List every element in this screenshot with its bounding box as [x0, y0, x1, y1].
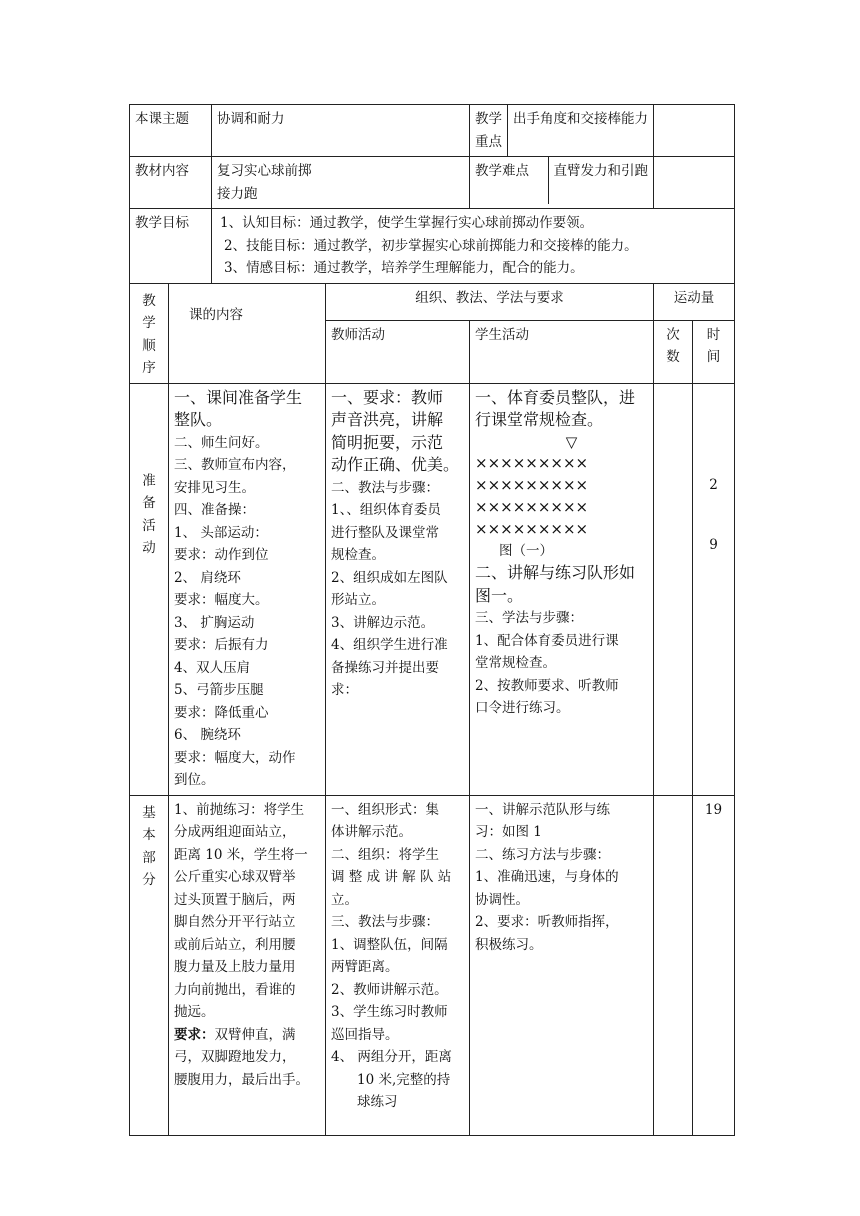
times-header: 次 数	[654, 320, 693, 383]
prep-content-line: 一、课间准备学生	[174, 387, 303, 407]
difficulty-cell-tail	[654, 157, 735, 209]
prep-teacher-line: 3、讲解边示范。	[331, 614, 435, 631]
focus-value: 出手角度和交接棒能力	[513, 111, 648, 127]
topic-label: 本课主题	[135, 111, 189, 127]
focus-label: 教学重点	[470, 105, 508, 156]
basic-teacher-line: 4、 两组分开，距离	[331, 1049, 452, 1065]
goals-label: 教学目标	[135, 215, 189, 231]
prep-content-line: 整队。	[174, 410, 223, 429]
prep-content-line: 5、弓箭步压腿	[174, 682, 264, 698]
basic-content-line: 公斤重实心球双臂举	[174, 869, 296, 885]
prep-teacher-line: 一、要求：教师	[331, 387, 444, 407]
prep-teacher-line: 简明扼要，示范	[331, 432, 444, 452]
prep-teacher-line: 声音洪亮，讲解	[331, 410, 444, 429]
prep-student-line: 三、学法与步骤：	[475, 610, 583, 626]
prep-content-line: 四、准备操：	[174, 502, 255, 518]
teacher-header: 教师活动	[326, 320, 470, 383]
prep-time-value: 9	[709, 537, 718, 553]
prep-section-name: 准 备 活 动	[130, 383, 169, 795]
prep-student-line: 图一。	[475, 585, 524, 605]
content-header: 课的内容	[169, 283, 326, 383]
prep-content-line: 1、 头部运动：	[174, 524, 268, 541]
basic-teacher-line: 立。	[331, 891, 358, 908]
basic-student-line: 习：如图 1	[475, 824, 542, 840]
prep-teacher-line: 二、教法与步骤：	[331, 479, 439, 496]
basic-teacher	[326, 795, 470, 1135]
material-line: 接力跑	[217, 185, 258, 202]
prep-student-line: 二、讲解与练习队形如	[475, 563, 636, 582]
order-header: 教 学 顺 序	[130, 283, 169, 383]
prep-teacher-line: 进行整队及课堂常	[331, 524, 439, 541]
basic-teacher-line: 10 米,完整的持	[357, 1071, 451, 1088]
basic-teacher-line: 二、组织：将学生	[331, 846, 439, 863]
prep-content-line: 要求：幅度大，动作	[174, 749, 296, 766]
prep-content-line: 6、 腕绕环	[174, 727, 241, 743]
basic-content-line: 分成两组迎面站立，	[174, 824, 296, 840]
prep-content-line: 3、 扩胸运动	[174, 614, 255, 631]
goals-label-cell	[130, 209, 212, 284]
material-line: 复习实心球前掷	[217, 163, 312, 179]
difficulty-value: 直臂发力和引跑	[553, 163, 648, 179]
prep-teacher-line: 备操练习并提出要	[331, 659, 439, 676]
basic-requirement-line: 弓，双脚蹬地发力，	[174, 1049, 296, 1065]
basic-content-line: 力向前抛出，看谁的	[174, 981, 296, 998]
prep-content	[169, 383, 326, 795]
basic-content-line: 过头顶置于脑后，两	[174, 891, 296, 908]
requirement-label: 要求：	[174, 1026, 215, 1043]
teacher-position-triangle-icon: ▽	[565, 432, 578, 451]
topic-label-cell	[130, 105, 212, 157]
prep-content-line: 三、教师宣布内容，	[174, 457, 296, 473]
formation-row: ×××××××××	[475, 519, 589, 538]
basic-teacher-line: 巡回指导。	[331, 1026, 399, 1043]
goals-cell	[212, 209, 735, 284]
duration-header: 时 间	[693, 320, 735, 383]
basic-student	[470, 795, 654, 1135]
formation-row: ×××××××××	[475, 453, 589, 472]
basic-teacher-line: 三、教法与步骤：	[331, 914, 439, 930]
prep-teacher-line: 2、组织成如左图队	[331, 569, 448, 586]
basic-teacher-line: 1、调整队伍，间隔	[331, 936, 448, 953]
prep-teacher-line: 1、、组织体育委员	[331, 502, 441, 518]
prep-teacher-line: 4、组织学生进行准	[331, 637, 448, 653]
prep-teacher-line: 动作正确、优美。	[331, 455, 460, 474]
prep-student-line: 堂常规检查。	[475, 655, 556, 671]
prep-time-value: 2	[709, 476, 718, 493]
prep-student-line: 一、体育委员整队，进	[475, 387, 636, 407]
figure-caption: 图（一）	[499, 542, 553, 559]
basic-student-line: 一、讲解示范队形与练	[475, 801, 610, 818]
basic-content	[169, 795, 326, 1135]
basic-content-line: 1、前抛练习：将学生	[174, 801, 305, 818]
formation-row: ×××××××××	[475, 475, 589, 494]
prep-content-line: 要求：后振有力	[174, 637, 269, 653]
goal-line: 3、情感目标：通过教学，培养学生理解能力，配合的能力。	[224, 260, 584, 276]
basic-content-line: 脚自然分开平行站立	[174, 914, 296, 930]
prep-content-line: 4、双人压肩	[174, 659, 251, 676]
prep-content-line: 要求：动作到位	[174, 547, 269, 563]
basic-student-line: 1、准确迅速，与身体的	[475, 869, 619, 885]
basic-duration	[693, 795, 735, 1135]
prep-teacher-line: 求：	[331, 682, 358, 698]
basic-content-line: 距离 10 米，学生将一	[174, 846, 308, 863]
difficulty-split-cell	[470, 157, 654, 209]
goal-line: 1、认知目标：通过教学，使学生掌握行实心球前掷动作要领。	[220, 215, 594, 231]
topic-cell	[212, 105, 470, 157]
basic-teacher-line: 3、学生练习时教师	[331, 1004, 448, 1020]
basic-teacher-line: 体讲解示范。	[331, 824, 412, 840]
basic-time-value: 19	[704, 801, 723, 818]
topic-value: 协调和耐力	[217, 111, 285, 127]
load-header: 运动量	[654, 283, 735, 320]
goal-line: 2、技能目标：通过教学，初步掌握实心球前掷能力和交接棒的能力。	[224, 237, 638, 254]
org-header: 组织、教法、学法与要求	[326, 283, 654, 320]
basic-student-line: 2、要求：听教师指挥，	[475, 914, 619, 930]
basic-student-line: 积极练习。	[475, 936, 543, 953]
prep-content-line: 二、师生问好。	[174, 434, 269, 451]
difficulty-label: 教学难点	[470, 157, 549, 204]
prep-teacher-line: 形站立。	[331, 592, 385, 608]
prep-times	[654, 383, 693, 795]
prep-teacher-line: 规检查。	[331, 547, 385, 563]
prep-content-line: 要求：幅度大。	[174, 592, 269, 608]
basic-teacher-line: 一、组织形式：集	[331, 801, 439, 818]
basic-times	[654, 795, 693, 1135]
basic-teacher-line: 2、教师讲解示范。	[331, 981, 448, 998]
basic-requirement-line: 腰腹用力，最后出手。	[174, 1071, 309, 1088]
prep-student-line: 1、配合体育委员进行课	[475, 632, 619, 649]
material-label: 教材内容	[135, 163, 189, 179]
material-cell	[212, 157, 470, 209]
focus-split-cell	[470, 105, 654, 157]
student-header: 学生活动	[470, 320, 654, 383]
basic-requirement-line: 要求：双臂伸直，满	[174, 1026, 296, 1043]
basic-student-line: 协调性。	[475, 891, 529, 908]
prep-student-line: 2、按教师要求、听教师	[475, 677, 619, 694]
prep-teacher	[326, 383, 470, 795]
basic-teacher-line: 球练习	[357, 1094, 398, 1110]
basic-content-line: 抛远。	[174, 1004, 215, 1020]
basic-content-line: 腹力量及上肢力量用	[174, 959, 296, 975]
prep-content-line: 安排见习生。	[174, 479, 255, 496]
prep-content-line: 到位。	[174, 772, 215, 788]
prep-duration	[693, 383, 735, 795]
focus-cell-tail	[654, 105, 735, 157]
prep-student-line: 行课堂常规检查。	[475, 410, 604, 429]
basic-section-name: 基 本 部 分	[130, 795, 169, 1135]
prep-content-line: 2、 肩绕环	[174, 569, 241, 586]
prep-student	[470, 383, 654, 795]
material-label-cell	[130, 157, 212, 209]
prep-content-line: 要求：降低重心	[174, 704, 269, 721]
basic-content-line: 或前后站立，利用腰	[174, 936, 296, 953]
prep-student-line: 口令进行练习。	[475, 700, 570, 716]
lesson-plan-table	[129, 104, 735, 1136]
basic-teacher-line: 调 整 成 讲 解 队 站	[331, 869, 452, 885]
formation-row: ×××××××××	[475, 497, 589, 516]
basic-teacher-line: 两臂距离。	[331, 959, 399, 975]
basic-student-line: 二、练习方法与步骤：	[475, 846, 610, 863]
